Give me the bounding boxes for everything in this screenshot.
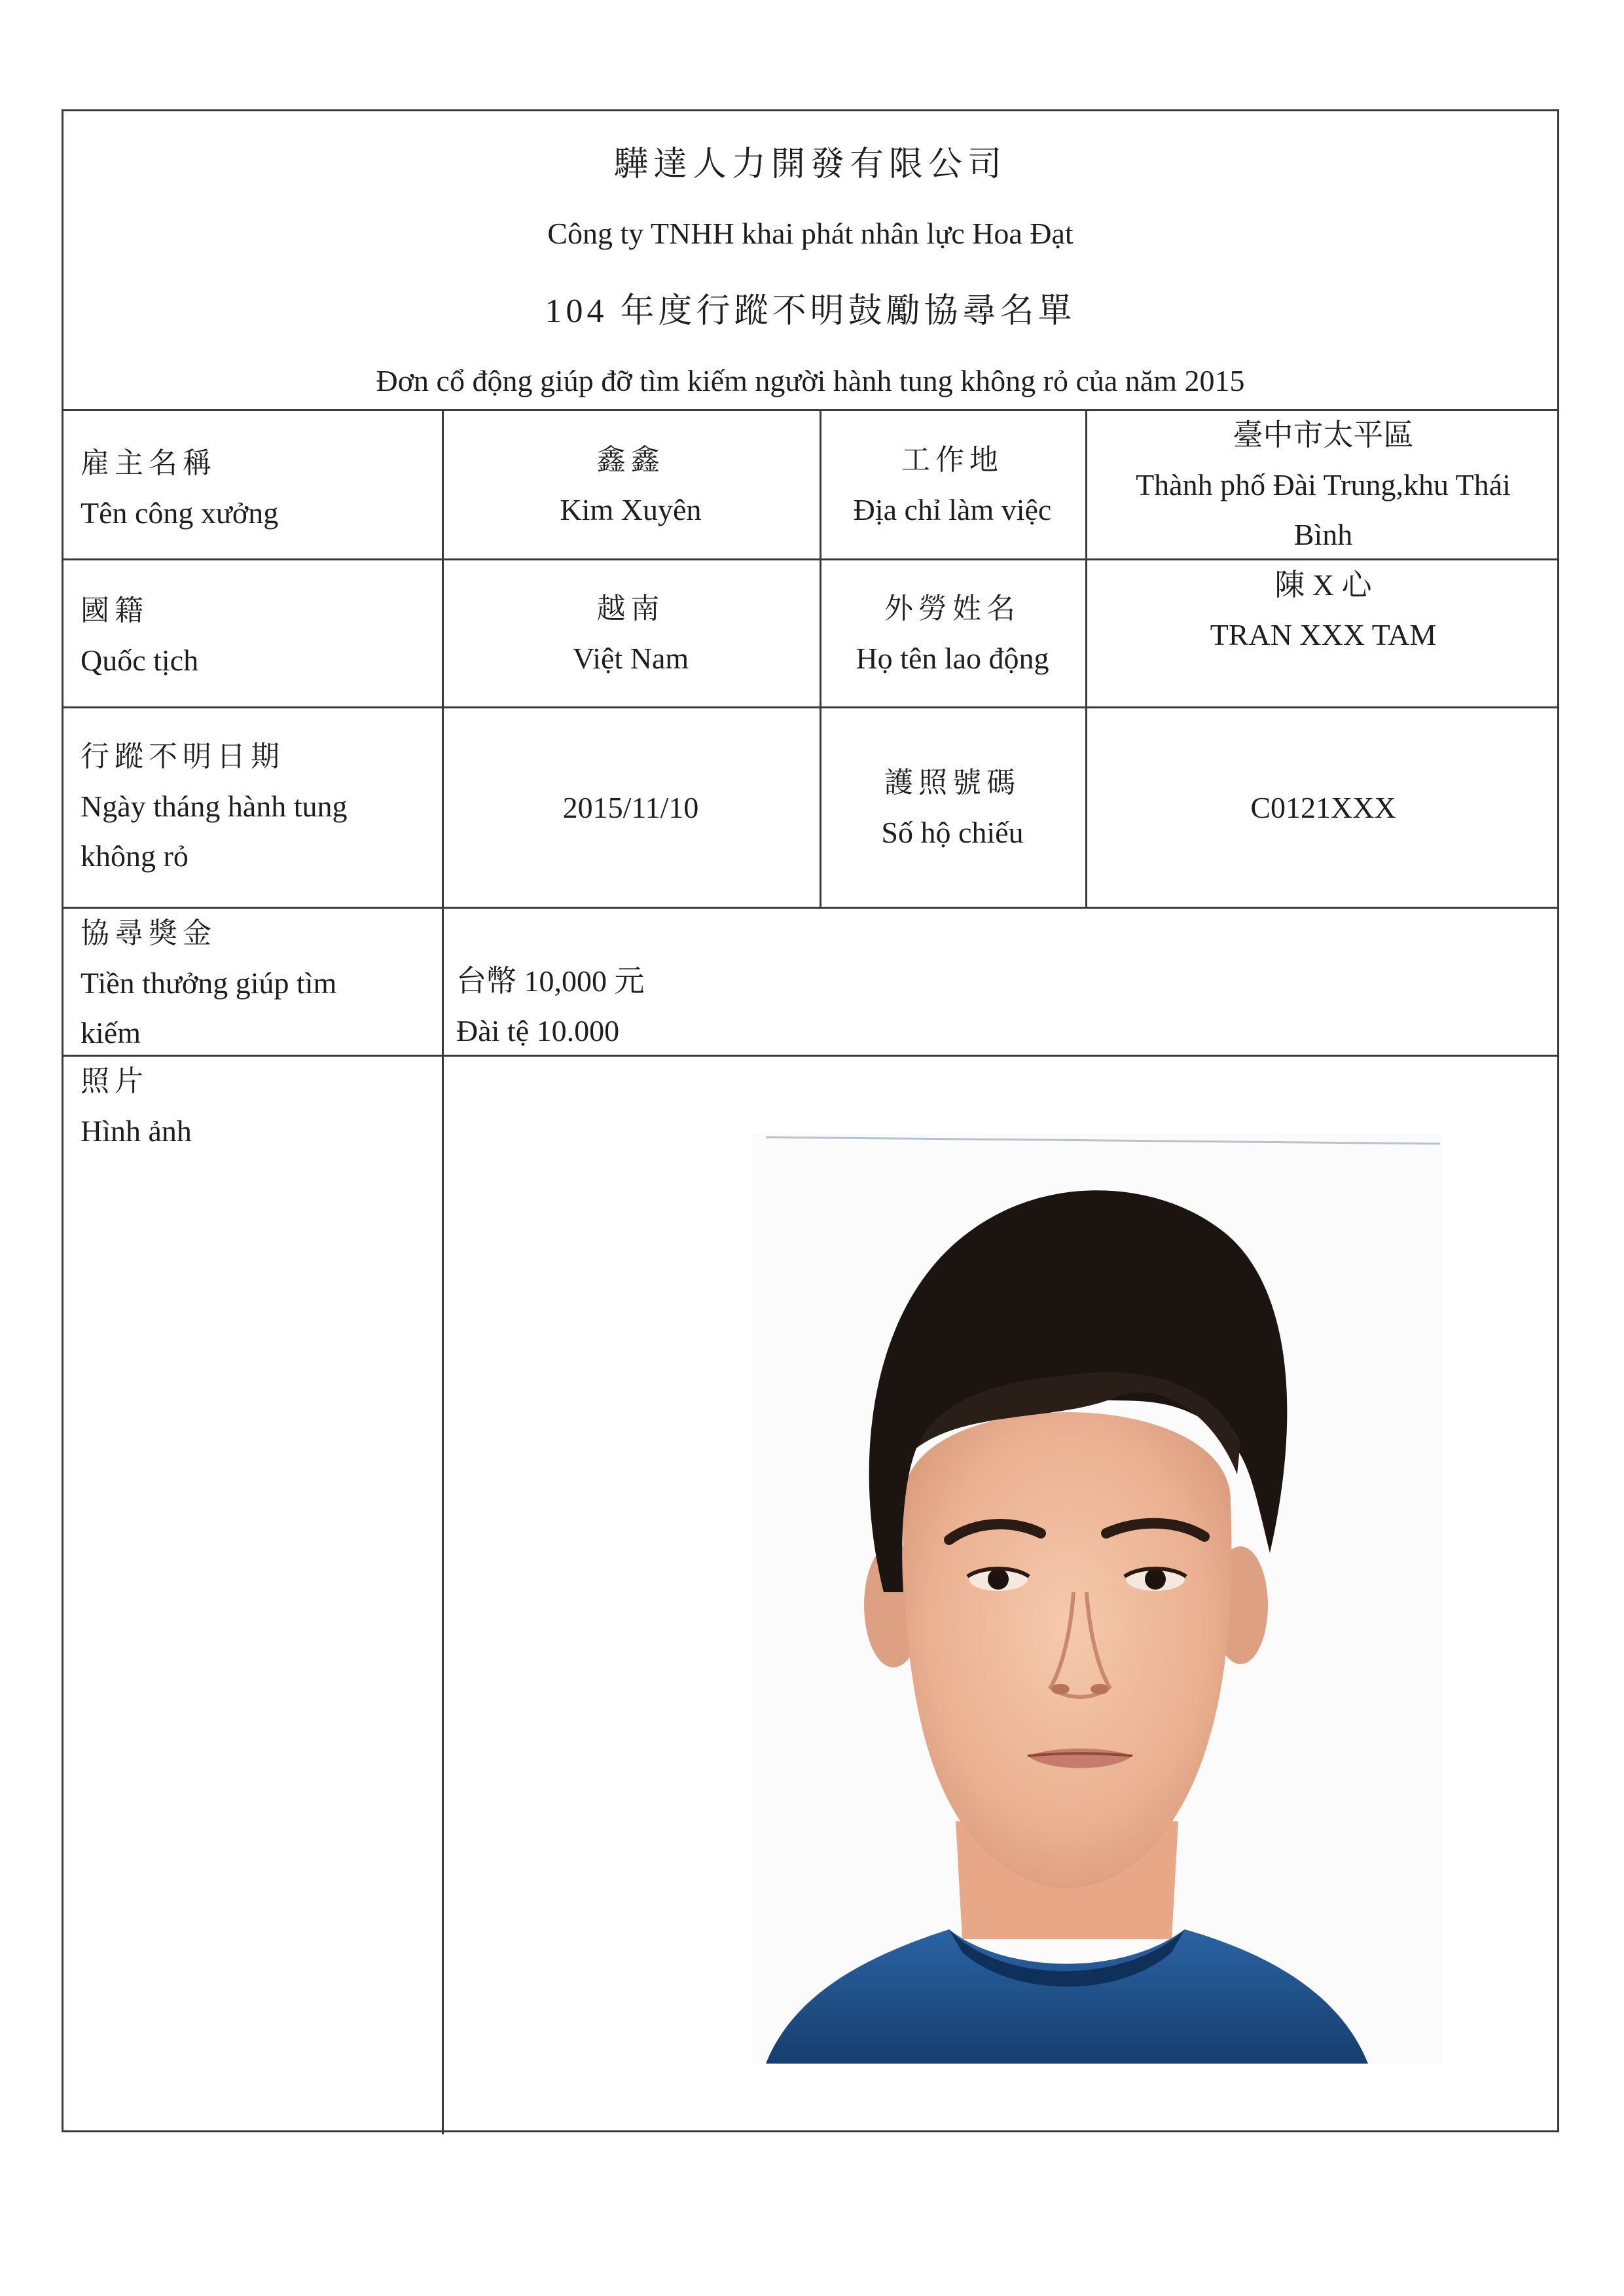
worker-name-value: [1085, 560, 1561, 660]
worker-name-label-cn: 外勞姓名: [884, 592, 1020, 625]
missing-date-value-text: 2015/11/10: [562, 790, 699, 824]
employer-label-vn: Tên công xưởng: [81, 496, 279, 530]
worker-portrait-image: [753, 1134, 1441, 2064]
workplace-label: [820, 411, 1085, 558]
employer-value-vn: Kim Xuyên: [560, 492, 702, 526]
reward-label-vn-line1: Tiền thưởng giúp tìm: [81, 966, 337, 1000]
workplace-value: [1085, 411, 1561, 558]
workplace-label-cn: 工作地: [901, 443, 1003, 476]
worker-name-label: [820, 560, 1085, 706]
nationality-label-vn: Quốc tịch: [81, 644, 199, 677]
missing-date-label-cn: 行蹤不明日期: [81, 740, 285, 773]
nationality-value: [442, 560, 820, 706]
photo-label: [63, 1057, 442, 1156]
nationality-value-vn: Việt Nam: [572, 641, 689, 675]
employer-value: [442, 411, 820, 558]
employer-label-cn: 雇主名稱: [81, 447, 217, 479]
missing-date-label-vn-line2: không rỏ: [81, 839, 189, 873]
reward-label-vn-line2: kiếm: [81, 1016, 141, 1049]
document-title-vietnamese: Đơn cổ động giúp đỡ tìm kiếm người hành tung không rỏ của năm 2015: [376, 364, 1245, 397]
worker-name-value-vn: TRAN XXX TAM: [1210, 618, 1437, 651]
workplace-label-vn: Địa chỉ làm việc: [853, 492, 1052, 526]
workplace-value-vn-line1: Thành phố Đài Trung,khu Thái: [1136, 467, 1511, 501]
passport-value-text: C0121XXX: [1250, 790, 1396, 824]
missing-date-label: [63, 732, 442, 881]
passport-label-vn: Số hộ chiếu: [881, 815, 1024, 849]
worker-name-value-cn: 陳 X 心: [1274, 568, 1372, 602]
missing-worker-notice: [62, 109, 1559, 2132]
reward-value: [456, 957, 1504, 1056]
document-header: [63, 111, 1557, 409]
missing-date-label-vn-line1: Ngày tháng hành tung: [81, 790, 348, 823]
reward-value-vn: Đài tệ 10.000: [456, 1014, 620, 1048]
employer-label: [63, 439, 442, 538]
nationality-label-cn: 國籍: [81, 594, 149, 627]
passport-label: [820, 708, 1085, 907]
reward-value-cn: 台幣 10,000 元: [456, 964, 645, 998]
passport-label-cn: 護照號碼: [884, 766, 1020, 799]
worker-name-label-vn: Họ tên lao động: [856, 641, 1049, 675]
workplace-value-cn: 臺中市太平區: [1233, 418, 1414, 452]
reward-label-cn: 協尋獎金: [81, 917, 217, 949]
passport-value: [1085, 708, 1561, 907]
nationality-label: [63, 586, 442, 685]
missing-date-value: [442, 708, 820, 907]
worker-photo: [753, 1134, 1441, 2064]
document-title-chinese: 104 年度行蹤不明鼓勵協尋名單: [545, 293, 1076, 330]
company-name-vietnamese: Công ty TNHH khai phát nhân lực Hoa Đạt: [547, 217, 1074, 250]
company-name-chinese: 驊達人力開發有限公司: [613, 146, 1007, 183]
photo-label-cn: 照片: [81, 1065, 149, 1097]
employer-value-cn: 鑫鑫: [596, 443, 665, 476]
photo-label-vn: Hình ảnh: [81, 1114, 192, 1148]
workplace-value-vn-line2: Bình: [1293, 517, 1353, 551]
reward-label: [63, 909, 442, 1058]
nationality-value-cn: 越南: [596, 592, 665, 625]
